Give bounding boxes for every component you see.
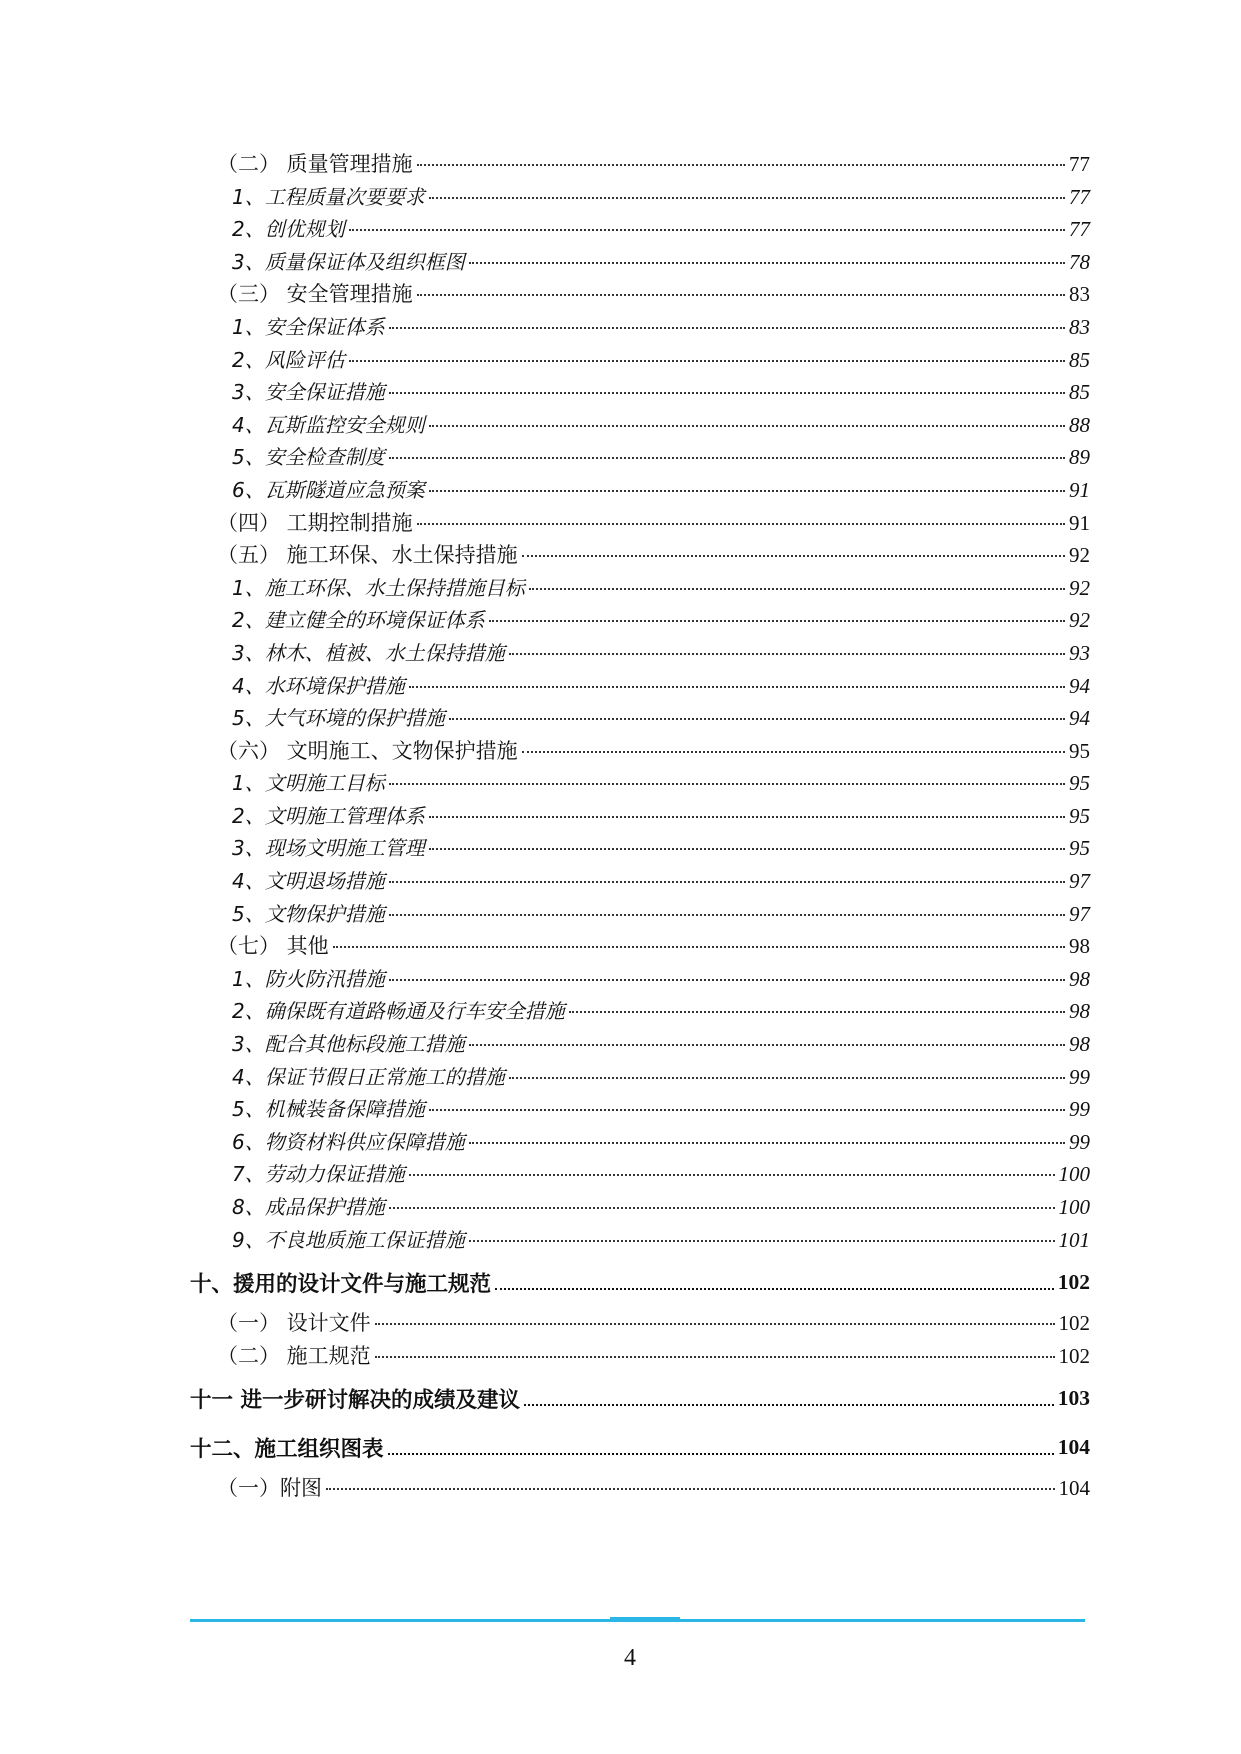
toc-leader-dots: [389, 1207, 1055, 1209]
toc-entry-page: 102: [1058, 1343, 1090, 1368]
toc-leader-dots: [449, 718, 1065, 720]
toc-entry[interactable]: [190, 409, 1090, 442]
toc-leader-dots: [469, 1044, 1065, 1046]
toc-entry-title: 8、成品保护措施: [232, 1195, 385, 1219]
toc-leader-dots: [429, 816, 1065, 818]
toc-entry[interactable]: [190, 1126, 1090, 1159]
toc-leader-dots: [495, 1288, 1054, 1290]
toc-entry[interactable]: [190, 898, 1090, 931]
toc-entry-title: 1、防火防汛措施: [232, 966, 385, 991]
toc-entry[interactable]: [190, 832, 1090, 865]
toc-entry[interactable]: [190, 1191, 1090, 1224]
toc-leader-dots: [417, 294, 1065, 296]
toc-leader-dots: [469, 1142, 1065, 1144]
toc-leader-dots: [349, 229, 1065, 231]
toc-entry[interactable]: [190, 702, 1090, 735]
toc-entry[interactable]: [190, 1376, 1090, 1421]
toc-entry[interactable]: [190, 344, 1090, 377]
toc-entry-page: 85: [1069, 347, 1090, 372]
toc-entry-page: 83: [1069, 282, 1090, 307]
toc-entry-title: （二） 质量管理措施: [217, 152, 413, 176]
toc-leader-dots: [509, 653, 1065, 655]
toc-entry-page: 101: [1058, 1227, 1090, 1252]
toc-entry-title: 7、劳动力保证措施: [232, 1162, 405, 1187]
toc-entry[interactable]: [190, 1472, 1090, 1505]
toc-entry-title: 4、保证节假日正常施工的措施: [232, 1064, 505, 1089]
toc-entry[interactable]: [190, 181, 1090, 214]
toc-entry[interactable]: [190, 1340, 1090, 1373]
toc-entry-page: 100: [1058, 1162, 1090, 1187]
toc-entry[interactable]: [190, 1028, 1090, 1061]
toc-entry-title: （一） 设计文件: [217, 1311, 371, 1336]
toc-entry-page: 95: [1069, 836, 1090, 861]
toc-entry-page: 83: [1069, 314, 1090, 339]
toc-entry-title: 9、不良地质施工保证措施: [232, 1227, 465, 1252]
toc-entry-page: 92: [1069, 575, 1090, 600]
toc-entry-page: 92: [1069, 543, 1090, 568]
toc-entry-page: 94: [1069, 673, 1090, 698]
toc-entry-title: （五） 施工环保、水土保持措施: [217, 543, 518, 568]
toc-leader-dots: [522, 555, 1065, 557]
toc-entry[interactable]: [190, 1093, 1090, 1126]
toc-leader-dots: [389, 881, 1065, 883]
toc-entry-page: 98: [1069, 966, 1090, 991]
toc-entry[interactable]: [190, 474, 1090, 507]
toc-entry[interactable]: [190, 1425, 1090, 1470]
toc-entry[interactable]: [190, 637, 1090, 670]
toc-entry-title: （四） 工期控制措施: [217, 510, 413, 535]
toc-entry-title: 十二、施工组织图表: [190, 1437, 384, 1463]
toc-entry-page: 99: [1069, 1129, 1090, 1154]
toc-entry[interactable]: [190, 246, 1090, 279]
toc-leader-dots: [429, 490, 1065, 492]
toc-entry-title: 十一 进一步研讨解决的成绩及建议: [190, 1388, 520, 1414]
toc-entry[interactable]: [190, 213, 1090, 246]
toc-leader-dots: [333, 946, 1065, 948]
toc-entry-title: 3、配合其他标段施工措施: [232, 1032, 465, 1057]
toc-entry-title: 2、确保既有道路畅通及行车安全措施: [232, 999, 565, 1024]
page-number: 4: [624, 1645, 636, 1671]
toc-entry-page: 95: [1069, 771, 1090, 796]
toc-entry-page: 97: [1069, 869, 1090, 894]
toc-entry-title: 1、文明施工目标: [232, 771, 385, 796]
toc-leader-dots: [389, 783, 1065, 785]
toc-entry-page: 98: [1069, 999, 1090, 1024]
toc-entry[interactable]: [190, 995, 1090, 1028]
toc-leader-dots: [409, 1174, 1055, 1176]
footer-divider: [190, 1619, 1085, 1622]
toc-entry-page: 95: [1069, 803, 1090, 828]
toc-entry[interactable]: [190, 311, 1090, 344]
toc-entry[interactable]: [190, 767, 1090, 800]
toc-entry-title: 5、大气环境的保护措施: [232, 706, 445, 731]
toc-entry-page: 77: [1069, 184, 1090, 209]
toc-entry[interactable]: [190, 1158, 1090, 1191]
toc-entry-title: 十、援用的设计文件与施工规范: [190, 1272, 492, 1298]
toc-leader-dots: [569, 1011, 1065, 1013]
toc-leader-dots: [375, 1356, 1055, 1358]
toc-entry-page: 103: [1057, 1386, 1090, 1411]
toc-entry[interactable]: [190, 800, 1090, 833]
toc-entry-title: 2、建立健全的环境保证体系: [232, 608, 485, 633]
toc-leader-dots: [429, 848, 1065, 850]
toc-entry[interactable]: [190, 507, 1090, 540]
toc-entry[interactable]: [190, 1224, 1090, 1257]
toc-leader-dots: [409, 686, 1065, 688]
toc-entry[interactable]: [190, 278, 1090, 311]
toc-entry-page: 88: [1069, 412, 1090, 437]
toc-entry[interactable]: [190, 604, 1090, 637]
toc-entry[interactable]: [190, 441, 1090, 474]
toc-entry[interactable]: [190, 539, 1090, 572]
toc-entry-page: 77: [1069, 217, 1090, 242]
toc-entry-title: 2、风险评估: [232, 347, 345, 372]
toc-entry-title: 4、水环境保护措施: [232, 673, 405, 698]
toc-entry-title: 4、文明退场措施: [232, 869, 385, 894]
toc-entry-title: 3、林木、植被、水土保持措施: [232, 640, 505, 665]
toc-entry-page: 104: [1057, 1435, 1090, 1460]
table-of-contents: [190, 148, 1090, 1505]
toc-leader-dots: [524, 1404, 1054, 1406]
toc-entry-page: 89: [1069, 445, 1090, 470]
toc-entry-title: 3、现场文明施工管理: [232, 836, 425, 861]
toc-leader-dots: [429, 425, 1065, 427]
toc-entry-title: （一）附图: [217, 1476, 322, 1501]
toc-entry[interactable]: [190, 1061, 1090, 1094]
toc-entry-page: 91: [1069, 510, 1090, 535]
toc-entry-page: 78: [1069, 249, 1090, 274]
toc-entry[interactable]: [190, 148, 1090, 181]
toc-entry-page: 98: [1069, 1032, 1090, 1057]
toc-leader-dots: [489, 620, 1065, 622]
toc-leader-dots: [429, 1109, 1065, 1111]
toc-entry-title: 5、安全检查制度: [232, 445, 385, 470]
toc-entry-page: 92: [1069, 608, 1090, 633]
toc-entry-page: 91: [1069, 477, 1090, 502]
toc-entry[interactable]: [190, 930, 1090, 963]
toc-entry-title: （二） 施工规范: [217, 1343, 371, 1368]
toc-entry-page: 102: [1058, 1311, 1090, 1336]
toc-leader-dots: [375, 1323, 1055, 1325]
toc-leader-dots: [326, 1488, 1055, 1490]
toc-entry-title: 3、安全保证措施: [232, 380, 385, 405]
toc-entry-title: 2、文明施工管理体系: [232, 803, 425, 828]
toc-entry-page: 77: [1069, 152, 1090, 176]
toc-entry-page: 102: [1057, 1270, 1090, 1295]
toc-entry-title: 6、瓦斯隧道应急预案: [232, 477, 425, 502]
toc-entry-page: 100: [1058, 1195, 1090, 1219]
toc-leader-dots: [389, 457, 1065, 459]
toc-leader-dots: [469, 1240, 1055, 1242]
toc-leader-dots: [417, 164, 1065, 166]
toc-entry-page: 85: [1069, 380, 1090, 405]
toc-leader-dots: [509, 1077, 1065, 1079]
toc-entry[interactable]: [190, 572, 1090, 605]
toc-entry-title: 6、物资材料供应保障措施: [232, 1129, 465, 1154]
toc-leader-dots: [529, 588, 1065, 590]
toc-entry-page: 97: [1069, 901, 1090, 926]
toc-entry-title: 1、施工环保、水土保持措施目标: [232, 575, 525, 600]
toc-leader-dots: [429, 197, 1065, 199]
toc-leader-dots: [389, 327, 1065, 329]
toc-entry-title: 1、安全保证体系: [232, 314, 385, 339]
toc-entry-title: 4、瓦斯监控安全规则: [232, 412, 425, 437]
toc-entry-page: 104: [1058, 1476, 1090, 1501]
toc-entry-title: （六） 文明施工、文物保护措施: [217, 738, 518, 763]
toc-entry-title: 3、质量保证体及组织框图: [232, 249, 465, 274]
toc-leader-dots: [389, 914, 1065, 916]
toc-entry-page: 95: [1069, 738, 1090, 763]
toc-leader-dots: [349, 360, 1065, 362]
toc-entry-page: 94: [1069, 706, 1090, 731]
toc-leader-dots: [389, 392, 1065, 394]
toc-entry-page: 98: [1069, 934, 1090, 959]
toc-leader-dots: [389, 979, 1065, 981]
toc-entry[interactable]: [190, 735, 1090, 768]
toc-leader-dots: [417, 523, 1065, 525]
toc-entry-title: 5、机械装备保障措施: [232, 1097, 425, 1122]
toc-entry-title: （七） 其他: [217, 934, 329, 959]
toc-entry[interactable]: [190, 1307, 1090, 1340]
toc-leader-dots: [469, 262, 1065, 264]
toc-leader-dots: [388, 1453, 1054, 1455]
toc-entry-title: 1、工程质量次要要求: [232, 184, 425, 209]
toc-entry[interactable]: [190, 865, 1090, 898]
toc-entry-title: 5、文物保护措施: [232, 901, 385, 926]
toc-entry-page: 93: [1069, 640, 1090, 665]
toc-entry-page: 99: [1069, 1064, 1090, 1089]
toc-entry[interactable]: [190, 963, 1090, 996]
toc-entry-title: 2、创优规划: [232, 217, 345, 242]
toc-entry[interactable]: [190, 376, 1090, 409]
toc-entry-page: 99: [1069, 1097, 1090, 1122]
toc-entry[interactable]: [190, 1260, 1090, 1305]
toc-entry-title: （三） 安全管理措施: [217, 282, 413, 307]
toc-leader-dots: [522, 751, 1065, 753]
toc-entry[interactable]: [190, 670, 1090, 703]
